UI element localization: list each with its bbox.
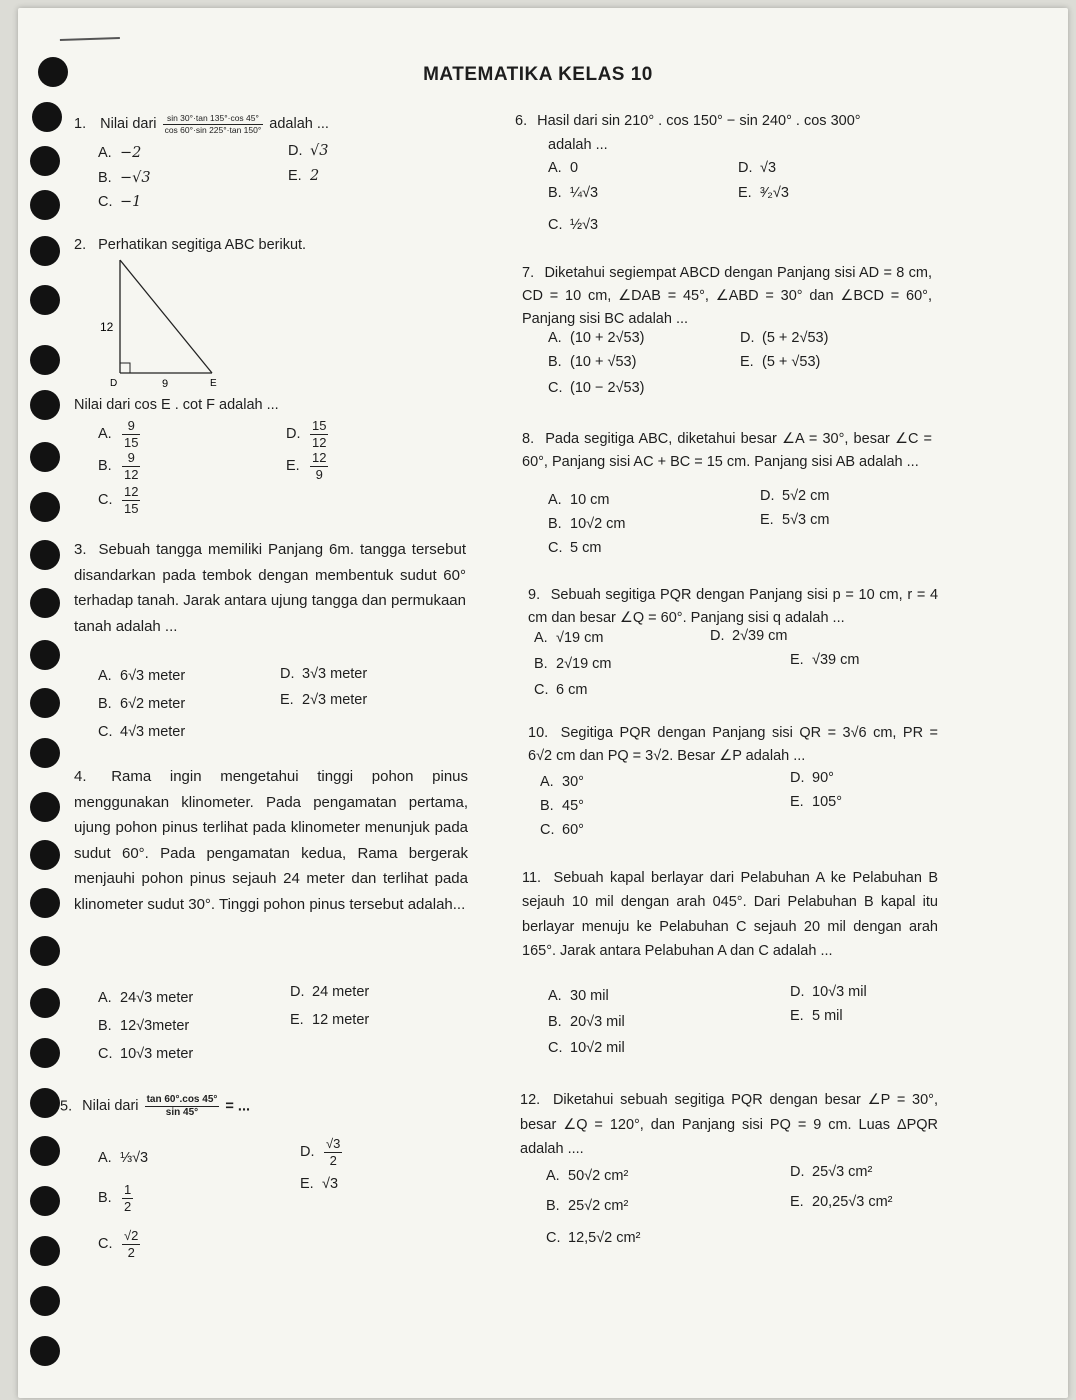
- option-e[interactable]: E. 20,25√3 cm²: [790, 1194, 893, 1210]
- question-text: Diketahui segiempat ABCD dengan Panjang sisi AD = 8 cm, CD = 10 cm, ∠DAB = 45°, ∠ABD = 30° dan ∠BCD = 60°, Panjang sisi BC adalah ...: [522, 265, 933, 328]
- option-a[interactable]: A. √19 cm: [534, 630, 604, 646]
- option-c[interactable]: C. 10√2 mil: [548, 1040, 625, 1056]
- option-a[interactable]: A. ⅓√3: [98, 1150, 149, 1166]
- fraction: [145, 1094, 220, 1119]
- option-a[interactable]: A. 50√2 cm²: [546, 1168, 629, 1184]
- option-b[interactable]: B. 10√2 cm: [548, 516, 626, 532]
- question-text: Pada segitiga ABC, diketahui besar ∠A = 30°, besar ∠C = 60°, Panjang sisi AC + BC = 15 cm. Panjang sisi AB adalah ...: [522, 431, 932, 471]
- option-c[interactable]: C. 6 cm: [534, 682, 588, 698]
- option-c[interactable]: C. ½√3: [548, 217, 599, 233]
- page-title: MATEMATIKA KELAS 10: [423, 64, 653, 85]
- option-e[interactable]: E. 5√3 cm: [760, 512, 830, 528]
- question-text: Diketahui sebuah segitiga PQR dengan besar ∠P = 30°, besar ∠Q = 120°, dan Panjang sisi PQ = 9 cm. Luas ΔPQR adalah ....: [520, 1092, 939, 1158]
- binder-hole: [30, 492, 60, 522]
- question-text: Perhatikan segitiga ABC berikut.: [98, 237, 307, 253]
- binder-hole: [30, 688, 60, 718]
- option-e[interactable]: E. √3: [300, 1176, 339, 1192]
- question-number: 6.: [515, 113, 528, 129]
- side-label: 12: [100, 320, 114, 334]
- option-c[interactable]: C. (10 − 2√53): [548, 380, 645, 396]
- option-b[interactable]: B. 25√2 cm²: [546, 1198, 629, 1214]
- option-e[interactable]: E. √39 cm: [790, 652, 860, 668]
- fraction-numerator: tan 60°.cos 45°: [146, 1094, 218, 1105]
- option-d[interactable]: D. $\frac{15}{12}$: [286, 418, 327, 450]
- fraction-denominator: sin 45°: [165, 1107, 199, 1118]
- question-2-prompt: Nilai dari cos E . cot F adalah ...: [74, 397, 279, 413]
- binder-hole: [30, 988, 60, 1018]
- option-b[interactable]: B. $\frac{9}{12}$: [98, 450, 139, 482]
- question-text: Sebuah segitiga PQR dengan Panjang sisi p = 10 cm, r = 4 cm dan besar ∠Q = 60°. Panjang sisi q adalah ...: [528, 587, 939, 627]
- option-b[interactable]: B. 2√19 cm: [534, 656, 612, 672]
- binder-hole: [30, 146, 60, 176]
- option-a[interactable]: A. −2: [98, 145, 142, 161]
- option-c[interactable]: C. 60°: [540, 822, 584, 838]
- option-c[interactable]: C. 12,5√2 cm²: [546, 1230, 641, 1246]
- question-text: adalah ...: [269, 116, 329, 132]
- option-a[interactable]: A. 6√3 meter: [98, 668, 186, 684]
- binder-hole: [30, 640, 60, 670]
- binder-hole: [30, 936, 60, 966]
- option-d[interactable]: D. √3: [288, 143, 329, 159]
- fraction-denominator: cos 60°·sin 225°·tan 150°: [164, 124, 262, 135]
- binder-hole: [30, 390, 60, 420]
- binder-hole: [30, 1286, 60, 1316]
- question-number: 12.: [520, 1092, 541, 1108]
- question-10: [528, 722, 938, 768]
- option-b[interactable]: B. $\frac{1}{2}$: [98, 1182, 132, 1214]
- option-d[interactable]: D. 2√39 cm: [710, 628, 788, 644]
- binder-hole: [30, 588, 60, 618]
- option-c[interactable]: C. $\frac{√2}{2}$: [98, 1228, 139, 1260]
- option-e[interactable]: E. 12 meter: [290, 1012, 370, 1028]
- binder-hole: [30, 540, 60, 570]
- option-d[interactable]: D. √3: [738, 160, 777, 176]
- option-e[interactable]: E. 5 mil: [790, 1008, 843, 1024]
- option-d[interactable]: D. 24 meter: [290, 984, 370, 1000]
- question-text: Sebuah kapal berlayar dari Pelabuhan A ke Pelabuhan B sejauh 10 mil dengan arah 045°. Dari Pelabuhan B kapal itu berlayar menuju ke Pelabuhan C sejauh 20 mil dengan arah 165°. Jarak antara Pelabuhan A dan C adalah ...: [522, 870, 938, 960]
- option-b[interactable]: B. 6√2 meter: [98, 696, 186, 712]
- question-text: Segitiga PQR dengan Panjang sisi QR = 3√6 cm, PR = 6√2 cm dan PQ = 3√2. Besar ∠P adalah ...: [528, 725, 939, 765]
- base-label: 9: [162, 378, 169, 390]
- fraction-numerator: sin 30°·tan 135°·cos 45°: [163, 113, 264, 124]
- question-number: 3.: [74, 541, 87, 558]
- question-text: = ...: [225, 1098, 251, 1115]
- option-a[interactable]: A. 10 cm: [548, 492, 610, 508]
- binder-hole: [30, 1336, 60, 1366]
- question-text: Rama ingin mengetahui tinggi pohon pinus menggunakan klinometer. Pada pengamatan pertama, ujung pohon pinus terlihat pada klinometer menunjuk pada sudut 60°. Pada pengamatan kedua, Rama bergerak menjauhi pohon pinus sejauh 24 meter dan terlihat pada klinometer sudut 30°. Tinggi pohon pinus tersebut adalah...: [74, 768, 468, 913]
- question-number: 9.: [528, 587, 541, 603]
- question-3: [74, 537, 466, 639]
- option-d[interactable]: D. (5 + 2√53): [740, 330, 829, 346]
- binder-hole: [32, 102, 62, 132]
- binder-hole: [30, 738, 60, 768]
- option-b[interactable]: B. (10 + √53): [548, 354, 637, 370]
- option-e[interactable]: E. 105°: [790, 794, 842, 810]
- option-a[interactable]: A. 30°: [540, 774, 584, 790]
- question-number: 2.: [74, 237, 87, 253]
- binder-hole: [30, 1136, 60, 1166]
- option-d[interactable]: D. 25√3 cm²: [790, 1164, 873, 1180]
- question-number: 11.: [522, 870, 542, 886]
- option-d[interactable]: D. 10√3 mil: [790, 984, 867, 1000]
- option-e[interactable]: E. 2: [288, 168, 320, 184]
- option-a[interactable]: A. 0: [548, 160, 579, 176]
- option-d[interactable]: D. 90°: [790, 770, 834, 786]
- question-5: [60, 1094, 480, 1119]
- binder-hole: [30, 1236, 60, 1266]
- question-text: Nilai dari: [82, 1098, 139, 1115]
- option-d[interactable]: D. 3√3 meter: [280, 666, 368, 682]
- option-b[interactable]: B. 45°: [540, 798, 584, 814]
- question-text: Hasil dari sin 210° . cos 150° − sin 240° . cos 300°: [537, 113, 861, 129]
- question-1: [74, 113, 494, 135]
- binder-hole: [30, 1088, 60, 1118]
- binder-hole: [30, 840, 60, 870]
- question-6-continued: adalah ...: [548, 137, 608, 153]
- option-b[interactable]: B. −√3: [98, 170, 151, 186]
- option-d[interactable]: D. $\frac{√3}{2}$: [300, 1136, 341, 1168]
- question-number: 7.: [522, 265, 535, 281]
- question-9: [528, 584, 938, 630]
- question-text: Sebuah tangga memiliki Panjang 6m. tangga tersebut disandarkan pada tembok dengan membentuk sudut 60° terhadap tanah. Jarak antara ujung tangga dan permukaan tanah adalah ...: [74, 541, 466, 635]
- binder-hole: [30, 888, 60, 918]
- question-7: [522, 262, 932, 332]
- binder-hole: [30, 792, 60, 822]
- triangle-figure: [90, 255, 230, 390]
- option-c[interactable]: C. 4√3 meter: [98, 724, 186, 740]
- question-text: Nilai dari: [100, 116, 157, 132]
- option-b[interactable]: B. 20√3 mil: [548, 1014, 625, 1030]
- option-a[interactable]: A. $\frac{9}{15}$: [98, 418, 139, 450]
- binder-hole: [30, 190, 60, 220]
- option-b[interactable]: B. ¼√3: [548, 185, 599, 201]
- binder-hole: [30, 236, 60, 266]
- option-c[interactable]: C. 5 cm: [548, 540, 602, 556]
- option-e[interactable]: E. (5 + √53): [740, 354, 821, 370]
- question-11: [522, 866, 938, 963]
- binder-hole: [30, 442, 60, 472]
- option-c[interactable]: C. $\frac{12}{15}$: [98, 484, 139, 516]
- question-number: 1.: [74, 116, 87, 132]
- question-2: [74, 234, 474, 256]
- option-b[interactable]: B. 12√3meter: [98, 1018, 190, 1034]
- binder-hole: [30, 1038, 60, 1068]
- option-e[interactable]: E. 2√3 meter: [280, 692, 368, 708]
- option-a[interactable]: A. (10 + 2√53): [548, 330, 645, 346]
- vertex-d: D: [110, 378, 118, 389]
- option-c[interactable]: C. −1: [98, 194, 142, 210]
- question-number: 8.: [522, 431, 535, 447]
- binder-hole: [30, 285, 60, 315]
- question-number: 5.: [60, 1098, 73, 1115]
- option-e[interactable]: E. ³⁄₂√3: [738, 185, 789, 201]
- triangle-hypotenuse: [120, 260, 212, 373]
- option-a[interactable]: A. 30 mil: [548, 988, 609, 1004]
- option-c[interactable]: C. 10√3 meter: [98, 1046, 194, 1062]
- question-number: 10.: [528, 725, 549, 741]
- fraction: [163, 113, 264, 134]
- option-d[interactable]: D. 5√2 cm: [760, 488, 830, 504]
- question-4: [74, 764, 468, 917]
- vertex-e: E: [210, 378, 217, 389]
- option-e[interactable]: E. $\frac{12}{9}$: [286, 450, 327, 482]
- question-number: 4.: [74, 768, 87, 785]
- binder-hole: [30, 345, 60, 375]
- question-8: [522, 428, 932, 474]
- question-12: [520, 1088, 938, 1162]
- right-angle-mark: [120, 363, 130, 373]
- binder-hole: [30, 1186, 60, 1216]
- question-6: [515, 110, 935, 132]
- option-a[interactable]: A. 24√3 meter: [98, 990, 194, 1006]
